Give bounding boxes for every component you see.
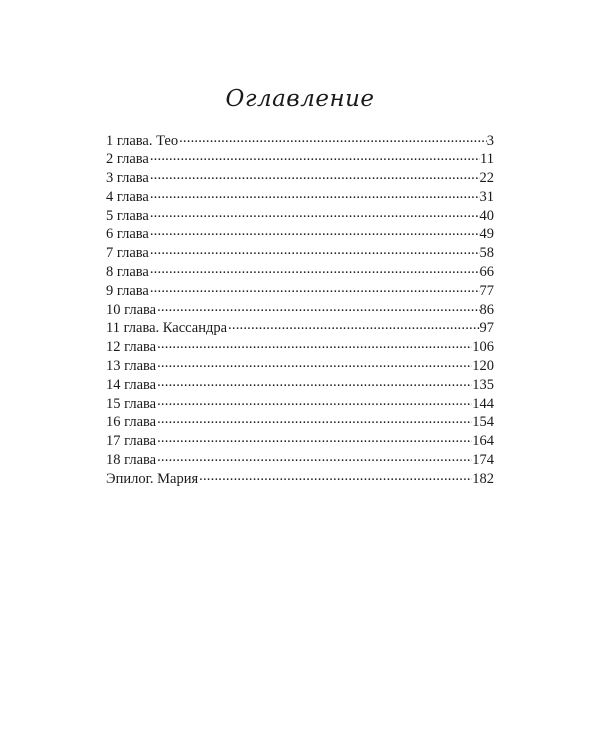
toc-leader-dots: [198, 468, 472, 483]
toc-entry-label: 11 глава. Кассандра: [106, 320, 228, 337]
toc-leader-dots: [149, 224, 480, 239]
toc-entry-page: 154: [472, 414, 494, 431]
toc-leader-dots: [156, 450, 472, 465]
toc-entry-page: 144: [472, 395, 494, 412]
toc-entry-page: 182: [472, 470, 494, 487]
toc-entry: [106, 130, 494, 149]
toc-entry: [106, 299, 494, 318]
toc-entry-label: 8 глава: [106, 264, 149, 281]
toc-entry: [106, 205, 494, 224]
toc-entry: [106, 431, 494, 450]
toc-entry-page: 77: [479, 282, 494, 299]
toc-entry: [106, 468, 494, 487]
toc-entry-page: 120: [472, 358, 494, 375]
toc-leader-dots: [156, 299, 479, 314]
toc-entry: [106, 356, 494, 375]
toc-leader-dots: [156, 337, 472, 352]
toc-entry-label: 10 глава: [106, 301, 157, 318]
toc-entry-label: 13 глава: [106, 358, 157, 375]
toc-entry: [106, 186, 494, 205]
toc-entry-page: 164: [472, 433, 494, 450]
toc-entry-page: 97: [479, 320, 494, 337]
toc-entry-label: 18 глава: [106, 452, 157, 469]
toc-entry-page: 135: [472, 376, 494, 393]
toc-entry-page: 22: [479, 170, 494, 187]
toc-entry: [106, 280, 494, 299]
toc-entry: [106, 393, 494, 412]
toc-entry-label: 6 глава: [106, 226, 149, 243]
toc-entry: [106, 374, 494, 393]
toc-leader-dots: [149, 149, 480, 164]
toc-entry: [106, 450, 494, 469]
toc-leader-dots: [156, 356, 472, 371]
toc-entry: [106, 318, 494, 337]
toc-entry-page: 58: [479, 245, 494, 262]
toc-entry-page: 66: [479, 264, 494, 281]
toc-leader-dots: [156, 431, 472, 446]
toc-leader-dots: [178, 130, 487, 145]
toc-entry-page: 40: [479, 207, 494, 224]
toc-entry-label: 4 глава: [106, 188, 149, 205]
toc-leader-dots: [149, 205, 480, 220]
toc-leader-dots: [227, 318, 479, 333]
toc-entry: [106, 412, 494, 431]
toc-entry-page: 11: [480, 151, 494, 168]
toc-entry: [106, 243, 494, 262]
toc-entry-page: 106: [472, 339, 494, 356]
toc-leader-dots: [149, 280, 480, 295]
toc-entry: [106, 262, 494, 281]
toc-entry-label: 14 глава: [106, 376, 157, 393]
toc-entry-label: 7 глава: [106, 245, 149, 262]
page-title: Оглавление: [225, 86, 375, 112]
toc-entry-label: 3 глава: [106, 170, 149, 187]
toc-entry-page: 31: [479, 188, 494, 205]
toc-entry-label: 1 глава. Тео: [106, 132, 179, 149]
toc-entry: [106, 337, 494, 356]
toc-entry-page: 174: [472, 452, 494, 469]
toc-entry-label: Эпилог. Мария: [106, 470, 199, 487]
toc-entry-label: 5 глава: [106, 207, 149, 224]
toc-entry-page: 86: [479, 301, 494, 318]
toc-entry: [106, 168, 494, 187]
toc-entry-label: 9 глава: [106, 282, 149, 299]
toc-entry-label: 16 глава: [106, 414, 157, 431]
toc-leader-dots: [156, 393, 472, 408]
toc-leader-dots: [156, 412, 472, 427]
table-of-contents: [106, 130, 494, 487]
toc-leader-dots: [149, 262, 480, 277]
toc-entry-label: 17 глава: [106, 433, 157, 450]
toc-leader-dots: [149, 186, 480, 201]
toc-leader-dots: [156, 374, 472, 389]
toc-entry: [106, 149, 494, 168]
toc-entry-page: 3: [486, 132, 494, 149]
toc-entry-label: 2 глава: [106, 151, 149, 168]
toc-leader-dots: [149, 168, 480, 183]
toc-leader-dots: [149, 243, 480, 258]
toc-entry-label: 15 глава: [106, 395, 157, 412]
toc-entry: [106, 224, 494, 243]
toc-entry-label: 12 глава: [106, 339, 157, 356]
toc-entry-page: 49: [479, 226, 494, 243]
